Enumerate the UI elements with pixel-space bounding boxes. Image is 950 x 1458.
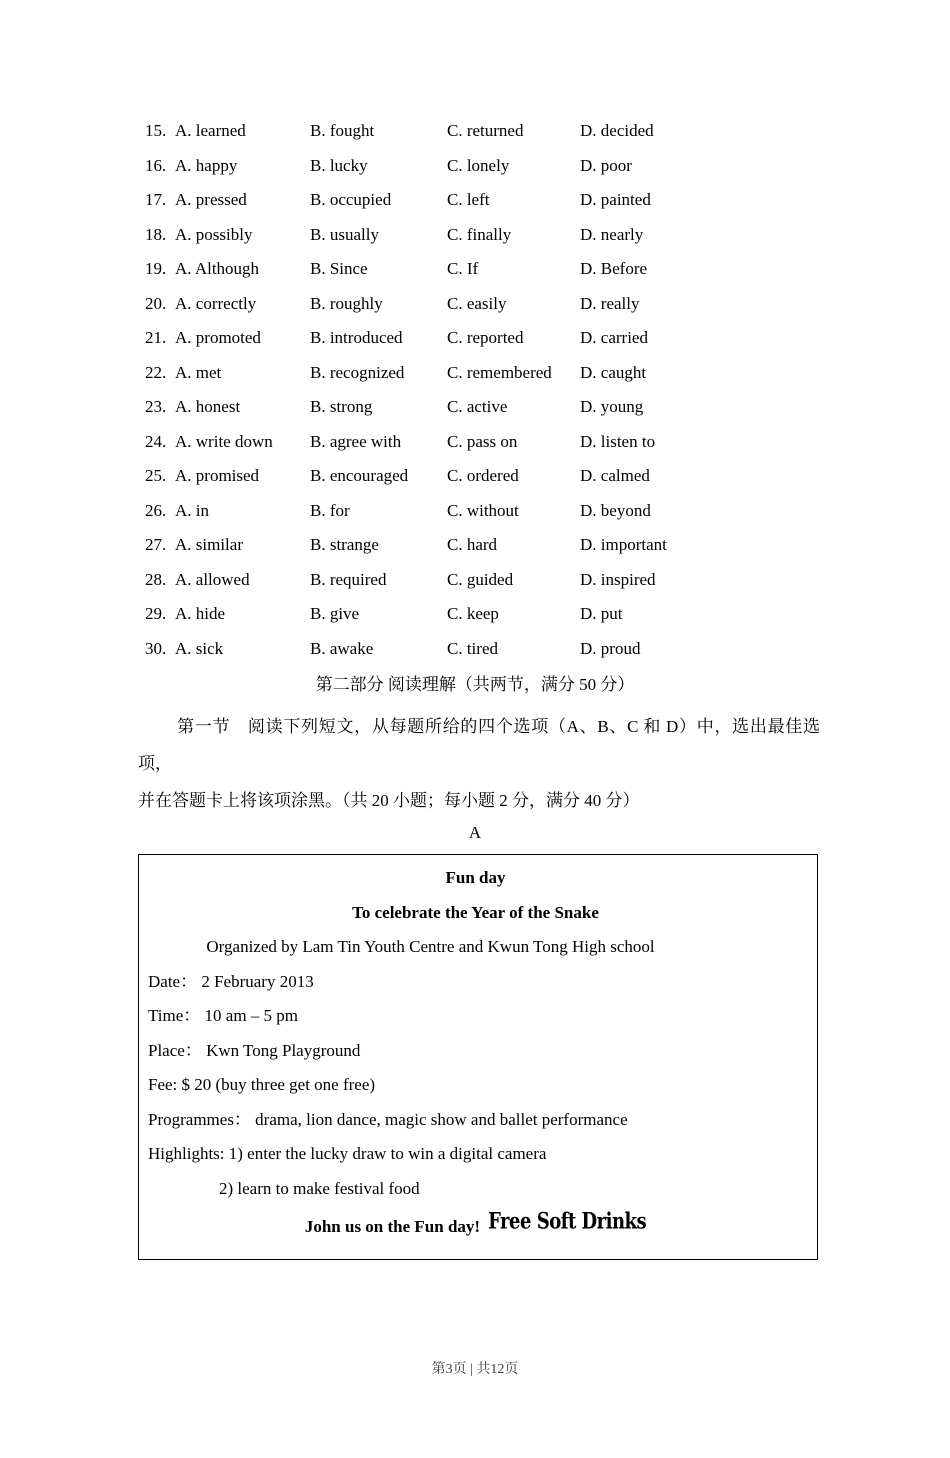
exam-page: [0, 114, 950, 1377]
option-a-label: A. similar: [175, 535, 243, 555]
option-a-label: A. Although: [175, 259, 260, 279]
question-row: [145, 425, 950, 460]
question-option-a: [145, 604, 310, 624]
option-a-label: A. allowed: [175, 569, 250, 589]
question-row: [145, 218, 950, 253]
question-option-d: D. poor: [580, 155, 632, 175]
option-a-label: A. write down: [175, 431, 273, 451]
poster-detail-line: Highlights: 1) enter the lucky draw to win a digital camera: [148, 1144, 547, 1164]
question-number: 28.: [145, 569, 167, 589]
poster-cta-line: [148, 1207, 803, 1247]
question-option-d: D. important: [580, 535, 667, 555]
option-a-label: A. promoted: [175, 328, 261, 348]
question-number: 18.: [145, 224, 167, 244]
question-option-a: [145, 294, 310, 314]
question-option-b: B. required: [310, 569, 387, 589]
part2-heading: 第二部分 阅读理解（共两节，满分 50 分）: [315, 675, 635, 694]
option-a-label: A. promised: [175, 466, 260, 486]
question-row: [145, 321, 950, 356]
question-option-c: C. hard: [447, 535, 498, 555]
question-option-c: C. finally: [447, 224, 512, 244]
question-option-c: C. reported: [447, 328, 524, 348]
question-row: [145, 149, 950, 184]
instructions-line-1: 第一节 阅读下列短文，从每题所给的四个选项（A、B、C 和 D）中，选出最佳选项，: [138, 717, 820, 773]
question-option-b: B. agree with: [310, 431, 402, 451]
question-option-b: B. strange: [310, 535, 379, 555]
instructions-line-2: 并在答题卡上将该项涂黑。（共 20 小题；每小题 2 分，满分 40 分）: [138, 791, 640, 810]
question-option-c: C. left: [447, 190, 490, 210]
poster-detail-line: Place： Kwn Tong Playground: [148, 1040, 361, 1060]
poster-title: Fun day: [445, 868, 506, 887]
question-option-a: [145, 225, 310, 245]
question-number: 23.: [145, 397, 167, 417]
question-row: [145, 459, 950, 494]
question-number: 21.: [145, 328, 167, 348]
option-a-label: A. happy: [175, 155, 238, 175]
poster-detail-line: Time： 10 am – 5 pm: [148, 1006, 299, 1026]
question-row: [145, 114, 950, 149]
poster-cta-text: John us on the Fun day!: [304, 1216, 481, 1236]
question-row: [145, 356, 950, 391]
question-option-d: D. carried: [580, 328, 648, 348]
question-option-a: [145, 121, 310, 141]
question-option-a: [145, 397, 310, 417]
question-option-c: C. returned: [447, 121, 524, 141]
question-number: 27.: [145, 535, 167, 555]
question-number: 19.: [145, 259, 167, 279]
question-row: [145, 597, 950, 632]
question-option-d: D. caught: [580, 362, 647, 382]
question-option-a: [145, 570, 310, 590]
question-row: [145, 390, 950, 425]
option-a-label: A. in: [175, 500, 209, 520]
question-option-c: C. remembered: [447, 362, 552, 382]
question-option-b: B. awake: [310, 638, 374, 658]
question-option-d: D. young: [580, 397, 644, 417]
question-option-b: B. for: [310, 500, 350, 520]
free-soft-drinks-text: Free Soft Drinks: [488, 1207, 647, 1235]
option-a-label: A. possibly: [175, 224, 253, 244]
question-option-d: D. painted: [580, 190, 651, 210]
question-number: 24.: [145, 431, 167, 451]
poster-organizer: Organized by Lam Tin Youth Centre and Kwun Tong High school: [206, 937, 655, 956]
question-number: 30.: [145, 638, 167, 658]
question-option-d: D. inspired: [580, 569, 656, 589]
question-option-c: C. active: [447, 397, 508, 417]
question-option-a: [145, 156, 310, 176]
question-row: [145, 494, 950, 529]
question-option-b: B. Since: [310, 259, 368, 279]
question-row: [145, 287, 950, 322]
question-option-a: [145, 190, 310, 210]
option-a-label: A. sick: [175, 638, 224, 658]
question-number: 26.: [145, 500, 167, 520]
question-number: 16.: [145, 155, 167, 175]
question-option-a: [145, 501, 310, 521]
question-option-b: B. introduced: [310, 328, 403, 348]
poster-details: [148, 965, 803, 1207]
option-a-label: A. honest: [175, 397, 241, 417]
question-option-b: B. roughly: [310, 293, 383, 313]
question-number: 15.: [145, 121, 167, 141]
question-option-c: C. pass on: [447, 431, 518, 451]
question-option-b: B. recognized: [310, 362, 405, 382]
question-option-c: C. keep: [447, 604, 499, 624]
question-option-d: D. calmed: [580, 466, 650, 486]
question-option-d: D. put: [580, 604, 623, 624]
poster-detail-line: Date： 2 February 2013: [148, 971, 314, 991]
question-number: 17.: [145, 190, 167, 210]
question-option-b: B. fought: [310, 121, 375, 141]
question-option-a: [145, 363, 310, 383]
question-option-d: D. listen to: [580, 431, 656, 451]
question-option-b: B. strong: [310, 397, 373, 417]
question-option-b: B. occupied: [310, 190, 392, 210]
question-option-d: D. beyond: [580, 500, 651, 520]
question-options-list: [145, 114, 950, 666]
question-option-d: D. nearly: [580, 224, 644, 244]
poster-detail-line: 2) learn to make festival food: [219, 1179, 420, 1199]
question-number: 29.: [145, 604, 167, 624]
question-number: 20.: [145, 293, 167, 313]
question-row: [145, 183, 950, 218]
option-a-label: A. met: [175, 362, 222, 382]
question-option-a: [145, 259, 310, 279]
passage-label: A: [468, 823, 482, 842]
question-option-d: D. really: [580, 293, 640, 313]
option-a-label: A. correctly: [175, 293, 257, 313]
question-option-b: B. lucky: [310, 155, 368, 175]
question-option-d: D. Before: [580, 259, 648, 279]
section1-instructions: [138, 708, 820, 819]
question-row: [145, 252, 950, 287]
poster-detail-line: Programmes： drama, lion dance, magic show and ballet performance: [148, 1109, 628, 1129]
question-option-c: C. lonely: [447, 155, 510, 175]
question-number: 25.: [145, 466, 167, 486]
question-option-a: [145, 328, 310, 348]
option-a-label: A. hide: [175, 604, 226, 624]
question-row: [145, 528, 950, 563]
question-option-b: B. encouraged: [310, 466, 409, 486]
option-a-label: A. pressed: [175, 190, 247, 210]
question-option-a: [145, 432, 310, 452]
option-a-label: A. learned: [175, 121, 246, 141]
question-option-b: B. give: [310, 604, 360, 624]
question-option-a: [145, 466, 310, 486]
question-option-c: C. ordered: [447, 466, 519, 486]
fun-day-poster-box: [138, 854, 818, 1260]
question-option-d: D. proud: [580, 638, 641, 658]
question-option-b: B. usually: [310, 224, 379, 244]
question-option-d: D. decided: [580, 121, 654, 141]
poster-detail-line: Fee: $ 20 (buy three get one free): [148, 1075, 376, 1095]
question-option-c: C. tired: [447, 638, 498, 658]
question-option-c: C. If: [447, 259, 479, 279]
question-option-c: C. without: [447, 500, 519, 520]
question-option-c: C. easily: [447, 293, 507, 313]
question-option-c: C. guided: [447, 569, 514, 589]
question-option-a: [145, 639, 310, 659]
page-footer: 第3页 | 共12页: [431, 1362, 519, 1377]
poster-subtitle: To celebrate the Year of the Snake: [352, 902, 599, 922]
question-row: [145, 632, 950, 667]
question-row: [145, 563, 950, 598]
question-option-a: [145, 535, 310, 555]
question-number: 22.: [145, 362, 167, 382]
